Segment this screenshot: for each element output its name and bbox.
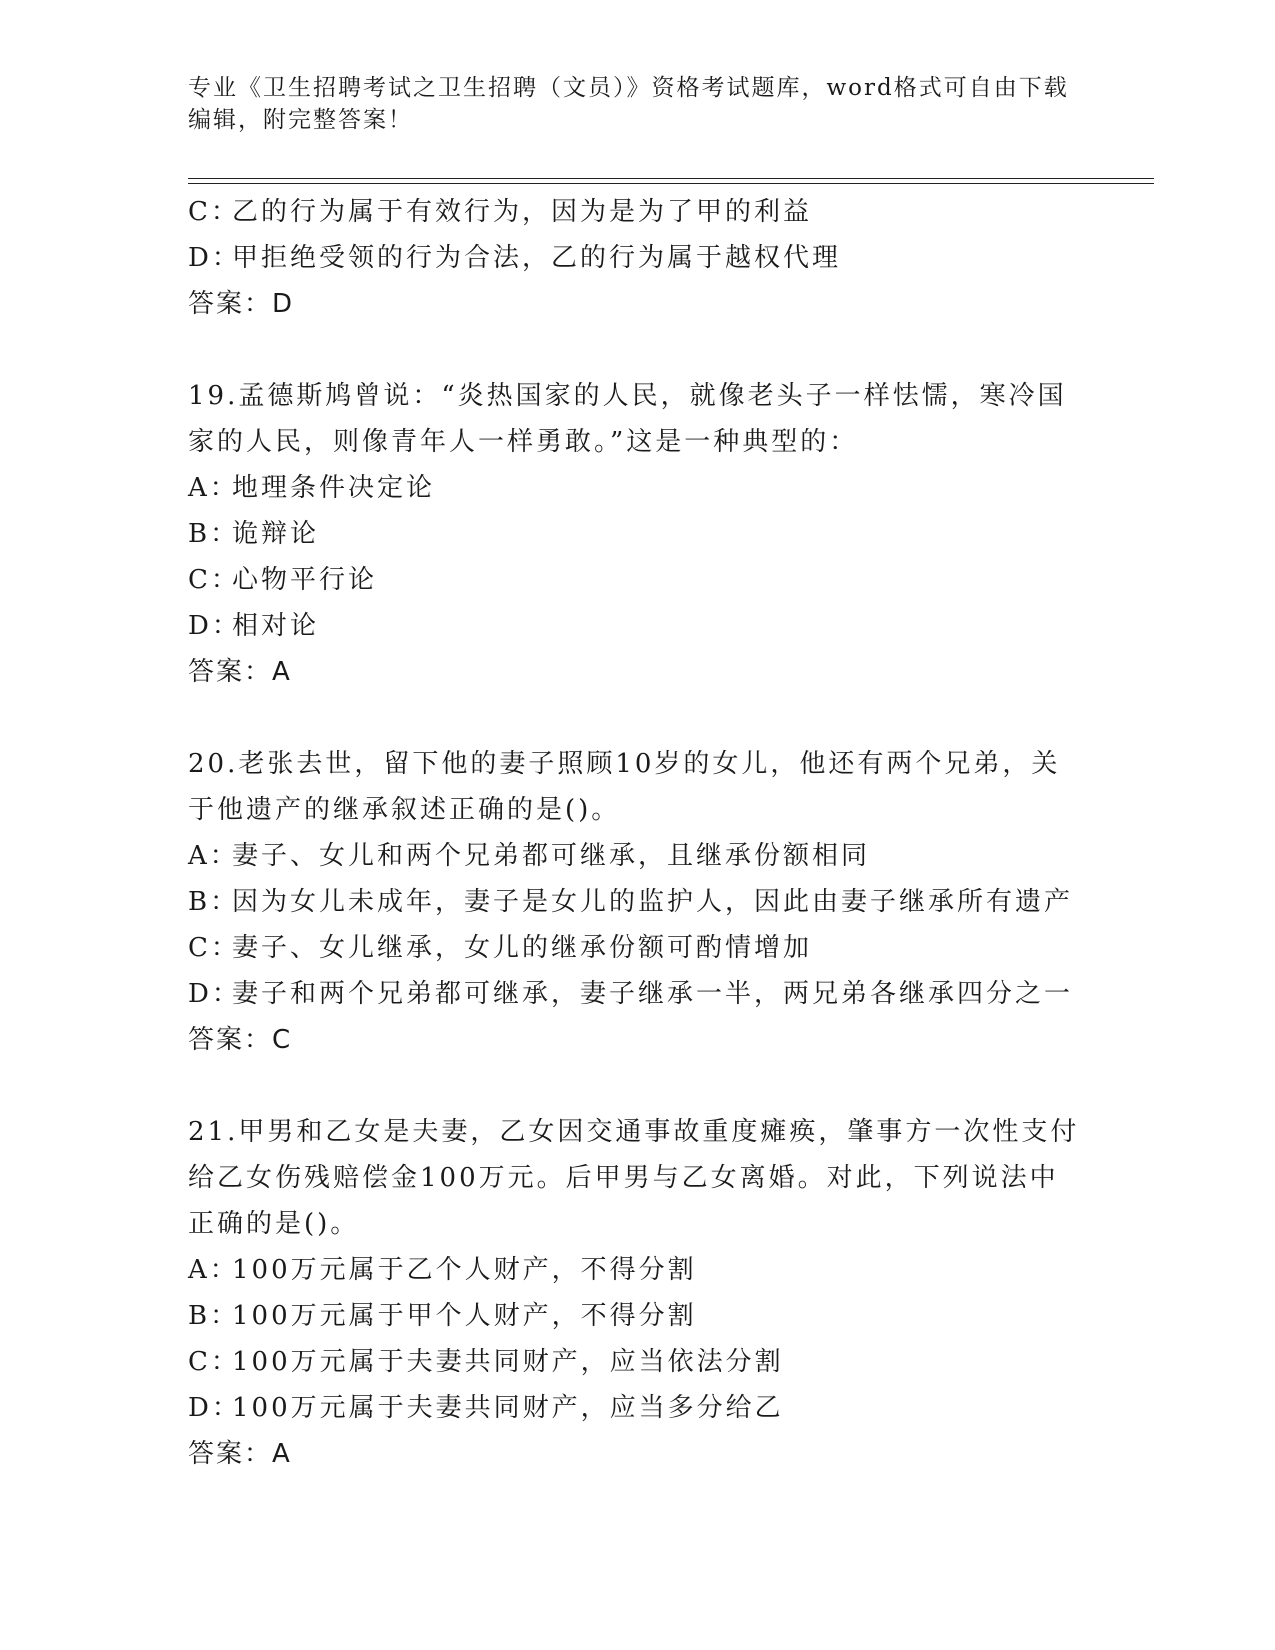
prev-answer: 答案：D: [188, 289, 295, 319]
question-21-option-b: [188, 1293, 1108, 1339]
question-21-line-1: 21.甲男和乙女是夫妻，乙女因交通事故重度瘫痪，肇事方一次性支付: [188, 1117, 1080, 1147]
question-19-option-d: [188, 603, 1108, 649]
prev-question: [188, 189, 1108, 327]
question-21: [188, 1109, 1108, 1477]
option-key: A：: [188, 1255, 239, 1285]
option-key: C：: [188, 933, 240, 963]
spacer: [188, 1063, 1108, 1109]
header-divider-top: [188, 178, 1154, 179]
option-text: 地理条件决定论: [232, 473, 436, 503]
option-text: 100万元属于甲个人财产，不得分割: [232, 1301, 697, 1331]
question-21-option-a: [188, 1247, 1108, 1293]
prev-option-c: [188, 189, 1108, 235]
option-text: 100万元属于夫妻共同财产，应当依法分割: [232, 1347, 784, 1377]
question-21-line-2: 给乙女伤残赔偿金100万元。后甲男与乙女离婚。对此，下列说法中: [188, 1163, 1059, 1193]
header-line-2: 编辑，附完整答案！: [188, 107, 413, 133]
option-key: C：: [188, 1347, 240, 1377]
question-20-option-b: [188, 879, 1108, 925]
option-key: B：: [188, 1301, 240, 1331]
prev-option-d: [188, 235, 1108, 281]
question-20-answer: 答案：C: [188, 1025, 293, 1055]
option-key: B：: [188, 887, 240, 917]
option-text: 心物平行论: [232, 565, 378, 595]
option-text: 妻子和两个兄弟都可继承，妻子继承一半，两兄弟各继承四分之一: [232, 979, 1074, 1009]
option-key: A：: [188, 473, 239, 503]
question-21-option-c: [188, 1339, 1108, 1385]
option-text: 乙的行为属于有效行为，因为是为了甲的利益: [232, 197, 813, 227]
question-19-line-1: 19.孟德斯鸠曾说：“炎热国家的人民，就像老头子一样怯懦，寒冷国: [188, 381, 1067, 411]
option-key: C：: [188, 565, 240, 595]
spacer: [188, 695, 1108, 741]
option-key: A：: [188, 841, 239, 871]
header-divider-bottom: [188, 183, 1154, 184]
question-19-option-c: [188, 557, 1108, 603]
document-header: [188, 72, 1088, 136]
question-19-option-a: [188, 465, 1108, 511]
option-text: 妻子、女儿继承，女儿的继承份额可酌情增加: [232, 933, 813, 963]
question-content: [188, 189, 1108, 1477]
option-key: B：: [188, 519, 240, 549]
option-key: D：: [188, 243, 241, 273]
question-20: [188, 741, 1108, 1063]
option-text: 100万元属于乙个人财产，不得分割: [232, 1255, 697, 1285]
question-20-line-1: 20.老张去世，留下他的妻子照顾10岁的女儿，他还有两个兄弟，关: [188, 749, 1061, 779]
question-19: [188, 373, 1108, 695]
option-text: 甲拒绝受领的行为合法，乙的行为属于越权代理: [232, 243, 842, 273]
option-text: 相对论: [232, 611, 320, 641]
header-line-1: 专业《卫生招聘考试之卫生招聘（文员）》资格考试题库，word格式可自由下载: [188, 75, 1069, 101]
question-20-option-d: [188, 971, 1108, 1017]
question-20-option-a: [188, 833, 1108, 879]
option-text: 因为女儿未成年，妻子是女儿的监护人，因此由妻子继承所有遗产: [232, 887, 1074, 917]
option-key: D：: [188, 611, 241, 641]
option-key: D：: [188, 979, 241, 1009]
question-21-answer: 答案：A: [188, 1439, 292, 1469]
question-21-option-d: [188, 1385, 1108, 1431]
option-text: 妻子、女儿和两个兄弟都可继承，且继承份额相同: [232, 841, 871, 871]
option-text: 100万元属于夫妻共同财产，应当多分给乙: [232, 1393, 784, 1423]
option-key: D：: [188, 1393, 241, 1423]
option-text: 诡辩论: [232, 519, 320, 549]
question-20-line-2: 于他遗产的继承叙述正确的是()。: [188, 795, 621, 825]
question-19-answer: 答案：A: [188, 657, 292, 687]
question-19-line-2: 家的人民，则像青年人一样勇敢。”这是一种典型的：: [188, 427, 859, 457]
question-20-option-c: [188, 925, 1108, 971]
option-key: C：: [188, 197, 240, 227]
question-19-option-b: [188, 511, 1108, 557]
spacer: [188, 327, 1108, 373]
question-21-line-3: 正确的是()。: [188, 1209, 360, 1239]
